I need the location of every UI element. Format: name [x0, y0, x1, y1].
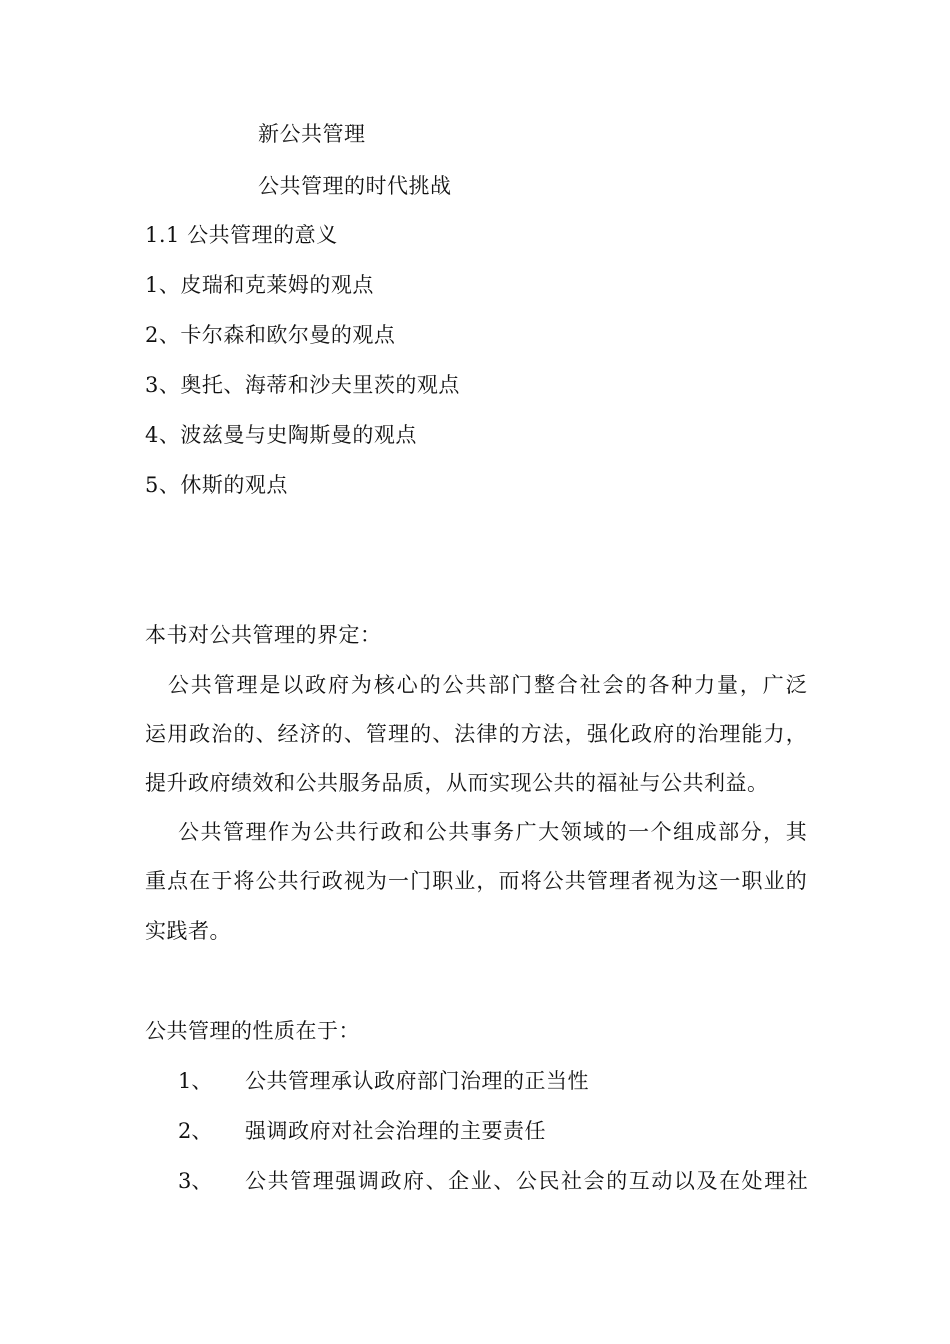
viewpoint-item: 5、休斯的观点 [145, 473, 288, 497]
definition-line: 运用政治的、经济的、管理的、法律的方法，强化政府的治理能力， [145, 722, 807, 746]
viewpoint-item: 1、皮瑞和克莱姆的观点 [145, 273, 374, 297]
nature-heading: 公共管理的性质在于： [145, 1019, 360, 1043]
nature-item-number: 2、 [178, 1119, 213, 1143]
nature-item-number: 1、 [178, 1069, 213, 1093]
chapter-title: 公共管理的时代挑战 [258, 174, 452, 198]
viewpoint-item: 2、卡尔森和欧尔曼的观点 [145, 323, 396, 347]
viewpoint-item: 4、波兹曼与史陶斯曼的观点 [145, 423, 417, 447]
paragraph-line: 公共管理作为公共行政和公共事务广大领域的一个组成部分，其 [178, 820, 807, 844]
nature-item-text: 公共管理承认政府部门治理的正当性 [245, 1069, 589, 1093]
paragraph-line: 重点在于将公共行政视为一门职业，而将公共管理者视为这一职业的 [145, 869, 807, 893]
document-title: 新公共管理 [258, 122, 366, 146]
section-heading: 1.1 公共管理的意义 [145, 223, 338, 247]
nature-item-text: 公共管理强调政府、企业、公民社会的互动以及在处理社 [245, 1169, 808, 1193]
definition-heading: 本书对公共管理的界定： [145, 623, 382, 647]
nature-item-number: 3、 [178, 1169, 213, 1193]
nature-item-text: 强调政府对社会治理的主要责任 [245, 1119, 546, 1143]
paragraph-line: 实践者。 [145, 919, 231, 943]
definition-line: 公共管理是以政府为核心的公共部门整合社会的各种力量，广泛 [145, 673, 807, 697]
viewpoint-item: 3、奥托、海蒂和沙夫里茨的观点 [145, 373, 460, 397]
definition-line: 提升政府绩效和公共服务品质，从而实现公共的福祉与公共利益。 [145, 771, 769, 795]
